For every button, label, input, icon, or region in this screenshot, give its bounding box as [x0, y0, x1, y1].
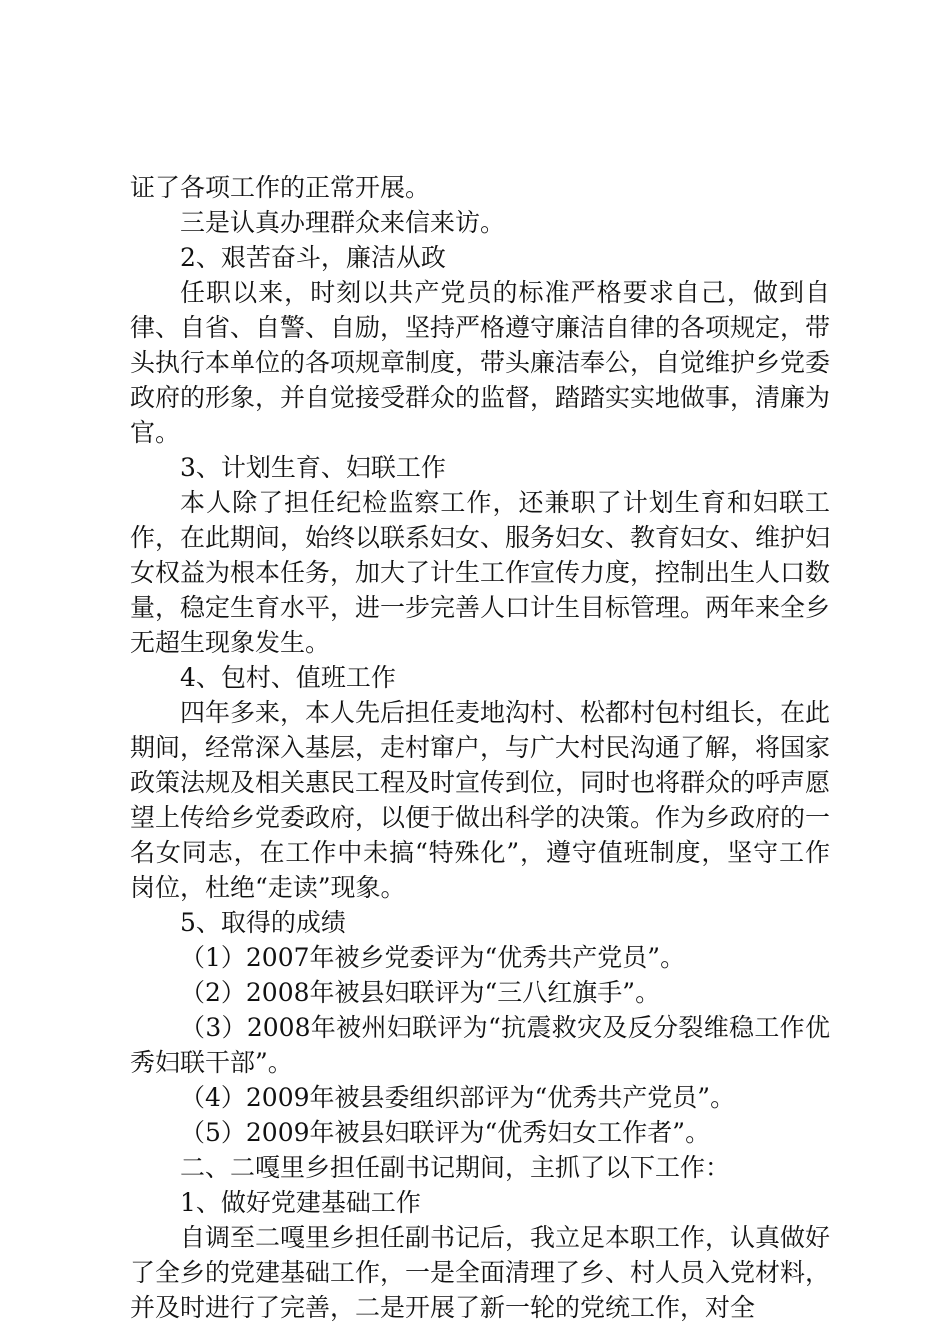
paragraph-integrity: 任职以来，时刻以共产党员的标准严格要求自己，做到自律、自省、自警、自励，坚持严格遵守廉洁自律的各项规定，带头执行本单位的各项规章制度，带头廉洁奉公，自觉维护乡党委政府的形象，并自觉接受群众的监督，踏踏实实地做事，清廉为官。 — [130, 278, 831, 447]
heading-section-two: 二、二嘎里乡担任副书记期间，主抓了以下工作： — [180, 1153, 731, 1182]
document-body — [130, 170, 830, 1325]
paragraph-village-duty: 四年多来，本人先后担任麦地沟村、松都村包村组长，在此期间，经常深入基层，走村窜户，与广大村民沟通了解，将国家政策法规及相关惠民工程及时宣传到位，同时也将群众的呼声愿望上传给乡党委政府，以便于做出科学的决策。作为乡政府的一名女同志，在工作中未搞“特殊化”，遵守值班制度，坚守工作岗位，杜绝“走读”现象。 — [130, 698, 831, 902]
paragraph-party-building: 自调至二嘎里乡担任副书记后，我立足本职工作，认真做好了全乡的党建基础工作，一是全面清理了乡、村人员入党材料，并及时进行了完善，二是开展了新一轮的党统工作，对全 — [130, 1223, 831, 1322]
award-item: （2）2008年被县妇联评为“三八红旗手”。 — [180, 978, 661, 1007]
award-item: （1）2007年被乡党委评为“优秀共产党员”。 — [180, 943, 686, 972]
heading-family-planning: 3、计划生育、妇联工作 — [180, 453, 446, 482]
paragraph-continuation: 证了各项工作的正常开展。 — [130, 173, 431, 202]
heading-integrity: 2、艰苦奋斗，廉洁从政 — [180, 243, 446, 272]
paragraph-family-planning: 本人除了担任纪检监察工作，还兼职了计划生育和妇联工作，在此期间，始终以联系妇女、服务妇女、教育妇女、维护妇女权益为根本任务，加大了计生工作宣传力度，控制出生人口数量，稳定生育水平，进一步完善人口计生目标管理。两年来全乡无超生现象发生。 — [130, 488, 831, 657]
paragraph-letters-visits: 三是认真办理群众来信来访。 — [180, 208, 506, 237]
award-item: （5）2009年被县妇联评为“优秀妇女工作者”。 — [180, 1118, 711, 1147]
award-item: （4）2009年被县委组织部评为“优秀共产党员”。 — [180, 1083, 736, 1112]
heading-achievements: 5、取得的成绩 — [180, 908, 346, 937]
heading-village-duty: 4、包村、值班工作 — [180, 663, 396, 692]
award-item: （3）2008年被州妇联评为“抗震救灾及反分裂维稳工作优秀妇联干部”。 — [130, 1013, 830, 1077]
heading-party-building: 1、做好党建基础工作 — [180, 1188, 421, 1217]
